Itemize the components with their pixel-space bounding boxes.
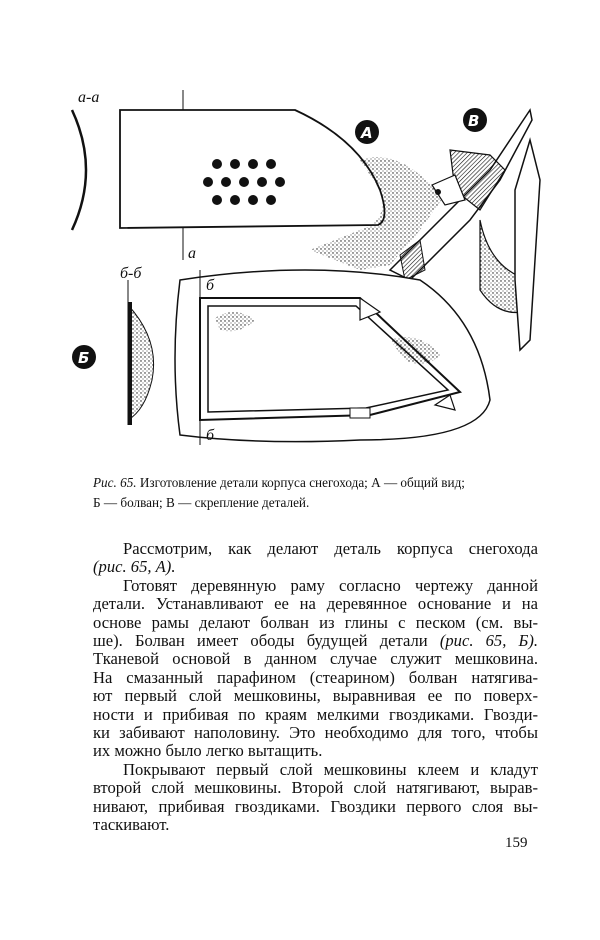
axis-a-bottom-label: а (188, 245, 196, 262)
badge-v (463, 108, 487, 132)
section-a-label: а-а (78, 89, 100, 106)
part-outline (120, 110, 385, 228)
svg-text:А: А (361, 124, 373, 142)
text-line: Покрывают первый слой мешковины клеем и кладут (123, 759, 538, 779)
text-line: нивают, прибивая гвоздиками. Гвоздики первого слоя вы- (93, 796, 538, 816)
text-line: Рассмотрим, как делают деталь корпуса снегохода (123, 539, 538, 558)
svg-text:Б: Б (78, 349, 90, 367)
text-line: ше). Болван имеет ободы будущей детали (рис. 65, Б). (93, 631, 538, 651)
text-line: ности и прибивая по краям мелкими гвоздиками. Гвозди- (93, 704, 538, 724)
text-line: таскивают. (93, 815, 170, 835)
caption-text-line2: Б — болван; В — скрепление деталей. (93, 495, 310, 510)
caption-text-line1: Изготовление детали корпуса снегохода; А — общий вид; (139, 475, 465, 490)
body-text (93, 540, 538, 835)
text-line: Готовят деревянную раму согласно чертежу данной (123, 575, 538, 595)
text-line: ют первый слой мешковины, выравнивая ее по поверх- (93, 686, 538, 706)
text-line: (рис. 65, А). (93, 557, 176, 577)
axis-b-bottom-label: б (206, 427, 215, 444)
text-line: детали. Устанавливают ее на деревянное основание и на (93, 594, 538, 614)
bolvan-base (128, 302, 132, 425)
page-number: 159 (505, 835, 528, 851)
badge-a (355, 120, 379, 144)
section-a-arc (72, 110, 86, 230)
section-b-label: б-б (120, 265, 142, 282)
text-line: Тканевой основой в данном случае служит мешковина. (93, 649, 538, 669)
caption-figure-number: Рис. 65. (93, 475, 137, 490)
axis-b-top-label: б (206, 277, 215, 294)
figure-65 (60, 80, 550, 460)
figure-caption (93, 473, 538, 513)
text-line: На смазанный парафином (стеарином) болван натягива- (93, 667, 538, 687)
text-line: их можно было легко вытащить. (93, 741, 323, 761)
svg-text:В: В (468, 112, 480, 130)
text-line: основе рамы делают болван из глины с песком (см. вы- (93, 612, 538, 632)
badge-b (72, 345, 96, 369)
text-line: второй слой мешковины. Второй слой натягивают, вырав- (93, 778, 538, 798)
text-line: ки забивают наполовину. Это необходимо для того, чтобы (93, 723, 538, 743)
